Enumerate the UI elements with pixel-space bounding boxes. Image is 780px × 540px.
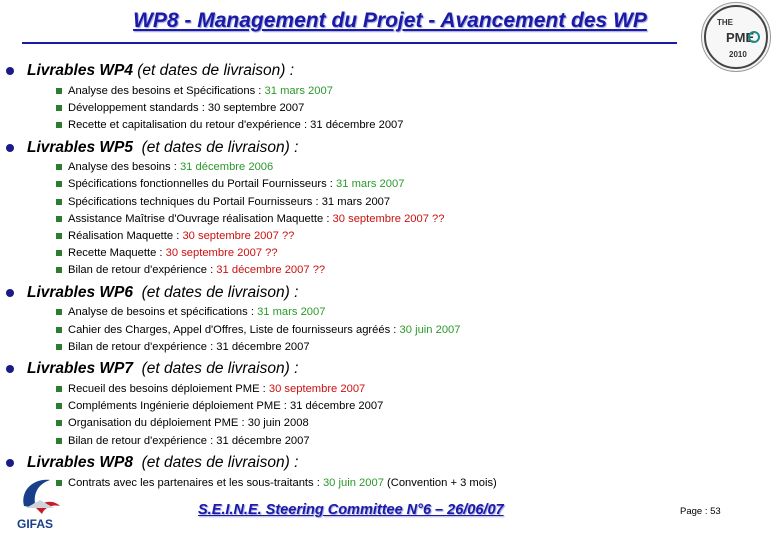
item-text: Spécifications fonctionnelles du Portail Fournisseurs : (68, 178, 337, 191)
item-text: Réalisation Maquette : (68, 229, 183, 242)
item-date: 31 décembre 2007 ?? (216, 264, 326, 277)
square-bullet-icon (56, 216, 62, 222)
item-date: 31 mars 2007 (264, 84, 333, 97)
list-item (56, 262, 726, 279)
square-bullet-icon (56, 309, 62, 315)
deliverable-list (6, 82, 726, 136)
square-bullet-icon (56, 438, 62, 444)
section-livrables-wp4 (6, 60, 726, 136)
list-item (56, 321, 726, 338)
square-bullet-icon (56, 386, 62, 392)
logo-line3: 2010 (729, 50, 747, 59)
item-text: Organisation du déploiement PME : 30 juin 2008 (68, 417, 309, 430)
item-date: 30 juin 2007 (399, 323, 461, 336)
item-text: Bilan de retour d'expérience : 31 décembre 2007 (68, 434, 310, 447)
list-item (56, 245, 726, 262)
section-livrables-wp6 (6, 282, 726, 358)
title-divider (22, 42, 677, 44)
list-item (56, 210, 726, 227)
section-heading (6, 358, 726, 380)
section-label-rest: (et dates de livraison) : (132, 360, 299, 378)
section-heading (6, 60, 726, 82)
page-number: Page : 53 (680, 506, 721, 517)
list-item (56, 415, 726, 432)
logo-line1: THE (717, 18, 733, 27)
section-livrables-wp8 (6, 452, 726, 493)
deliverable-list (6, 380, 726, 451)
list-item (56, 176, 726, 193)
round-bullet-icon (6, 459, 14, 467)
list-item (56, 474, 726, 491)
square-bullet-icon (56, 327, 62, 333)
item-date: 30 septembre 2007 (268, 383, 366, 396)
item-text: Recette Maquette : (68, 247, 166, 260)
gifas-text: GIFAS (17, 517, 54, 531)
square-bullet-icon (56, 420, 62, 426)
item-text: Analyse de besoins et spécifications : (68, 306, 258, 319)
item-text: Spécifications techniques du Portail Fournisseurs : 31 mars 2007 (68, 195, 391, 208)
logo-line2: PME (726, 30, 755, 45)
square-bullet-icon (56, 403, 62, 409)
section-label: Livrables WP7 (27, 360, 133, 378)
list-item (56, 380, 726, 397)
item-text: Analyse des besoins : (68, 161, 180, 174)
section-livrables-wp5 (6, 137, 726, 281)
steering-committee-label: S.E.I.N.E. Steering Committee N°6 – 26/06/07 (198, 502, 504, 518)
page-title: WP8 - Management du Projet - Avancement des WP (133, 9, 647, 32)
square-bullet-icon (56, 267, 62, 273)
list-item (56, 116, 726, 133)
item-date: 30 septembre 2007 ?? (182, 229, 295, 242)
item-date: 30 septembre 2007 ?? (332, 212, 445, 225)
round-bullet-icon (6, 289, 14, 297)
deliverable-list (6, 304, 726, 358)
list-item (56, 99, 726, 116)
section-label-rest: (et dates de livraison) : (132, 138, 299, 156)
square-bullet-icon (56, 105, 62, 111)
deliverables-list (6, 60, 726, 494)
item-text: Analyse des besoins et Spécifications : (68, 84, 265, 97)
item-date: 31 décembre 2006 (179, 161, 274, 174)
section-label-rest: (et dates de livraison) : (132, 283, 299, 301)
square-bullet-icon (56, 164, 62, 170)
section-livrables-wp7 (6, 358, 726, 451)
list-item (56, 159, 726, 176)
section-heading (6, 452, 726, 474)
item-text: Contrats avec les partenaires et les sous-traitants : (68, 476, 323, 489)
section-label-rest: (et dates de livraison) : (132, 454, 299, 472)
square-bullet-icon (56, 199, 62, 205)
item-note: (Convention + 3 mois) (383, 476, 497, 489)
item-date: 31 mars 2007 (257, 306, 326, 319)
section-label-rest: (et dates de livraison) : (132, 62, 295, 79)
section-label: Livrables WP8 (27, 454, 133, 472)
square-bullet-icon (56, 181, 62, 187)
list-item (56, 304, 726, 321)
item-date: 30 septembre 2007 ?? (165, 247, 278, 260)
item-text: Assistance Maîtrise d'Ouvrage réalisation Maquette : (68, 212, 333, 225)
list-item (56, 227, 726, 244)
list-item (56, 82, 726, 99)
square-bullet-icon (56, 88, 62, 94)
list-item (56, 398, 726, 415)
square-bullet-icon (56, 250, 62, 256)
round-bullet-icon (6, 365, 14, 373)
item-text: Bilan de retour d'expérience : 31 décembre 2007 (68, 340, 310, 353)
item-text: Recueil des besoins déploiement PME : (68, 383, 269, 396)
round-bullet-icon (6, 67, 14, 75)
square-bullet-icon (56, 344, 62, 350)
list-item (56, 338, 726, 355)
item-text: Cahier des Charges, Appel d'Offres, Liste de fournisseurs agréés : (68, 323, 400, 336)
item-date: 30 juin 2007 (322, 476, 384, 489)
item-text: Recette et capitalisation du retour d'expérience : 31 décembre 2007 (68, 118, 404, 131)
section-label: Livrables WP4 (27, 62, 133, 79)
section-heading (6, 137, 726, 159)
item-text: Bilan de retour d'expérience : (68, 264, 217, 277)
round-bullet-icon (6, 144, 14, 152)
list-item (56, 193, 726, 210)
deliverable-list (6, 159, 726, 281)
section-label: Livrables WP5 (27, 138, 133, 156)
deliverable-list (6, 474, 726, 493)
square-bullet-icon (56, 122, 62, 128)
list-item (56, 432, 726, 449)
section-label: Livrables WP6 (27, 283, 133, 301)
gifas-logo (14, 470, 66, 532)
item-date: 31 mars 2007 (336, 178, 405, 191)
section-heading (6, 282, 726, 304)
item-text: Compléments Ingénierie déploiement PME : 31 décembre 2007 (68, 400, 384, 413)
item-text: Développement standards : 30 septembre 2007 (68, 101, 305, 114)
square-bullet-icon (56, 233, 62, 239)
